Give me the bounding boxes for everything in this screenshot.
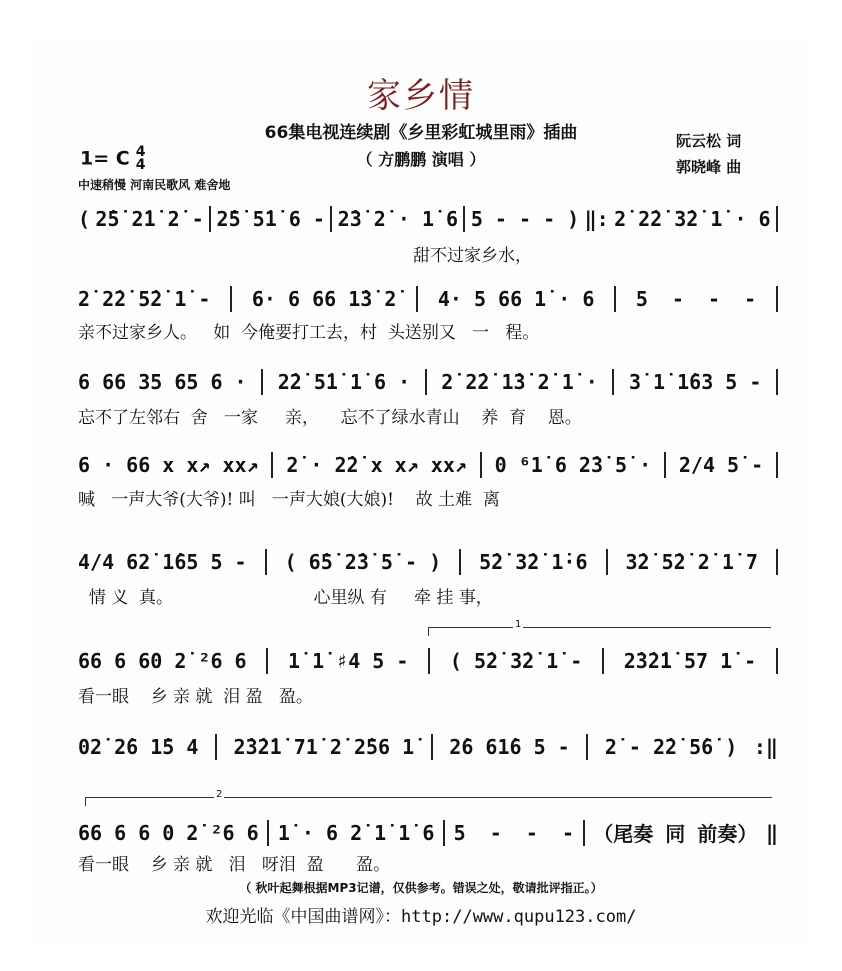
bar-line: [209, 206, 211, 232]
bar-line: [664, 452, 666, 478]
bar-line: [443, 820, 445, 846]
measure: 2̇6 61̇6 5 -: [449, 735, 570, 759]
bar-line: [602, 648, 604, 674]
bar-line: [416, 286, 418, 312]
bar-line: [271, 452, 273, 478]
staff-line: [78, 452, 778, 478]
measure: 4· 5 66 1̇ · 6: [437, 287, 595, 311]
lyric-line: 甜不过家乡水，: [78, 246, 533, 266]
key-label: 1= C: [80, 147, 130, 170]
bar-line: [330, 206, 332, 232]
measure: 5 - - -: [635, 287, 757, 311]
volta-1-label: 1: [515, 619, 522, 630]
bar-line: [776, 206, 778, 232]
staff-line: [78, 818, 778, 847]
bar-line: [463, 206, 465, 232]
measure: 5 - - -: [453, 820, 575, 845]
lyric-line: 情 义 真。 心里纵 有 牵 挂 事，: [78, 588, 493, 608]
measure: 4/4 62̇ 1̇65 5 -: [78, 550, 247, 574]
bar-line: [480, 452, 482, 478]
measure: 3̇ 1̇ 1̇63 5 -: [628, 370, 762, 394]
volta-bracket-1: [428, 619, 771, 636]
measure: 2/4 5̇ -: [678, 453, 764, 477]
measure: 2̇3̇2̇1̇ 71̇ 2̇ 2̇56 1̇: [233, 735, 415, 759]
measure: 2̇ 2̇2̇ 3̇2̇ 1̇ · 6: [614, 207, 771, 231]
measure: 6· 6 66 1̇3̇ 2̇: [251, 287, 397, 311]
measure: 1̇ 1̇ ♯4 5 -: [288, 649, 409, 673]
bar-line: [776, 549, 778, 575]
measure: 5 - - - ): [470, 207, 580, 231]
measure: 66 6 60 2̇ ²6 6: [78, 649, 247, 673]
bar-line: [267, 820, 269, 846]
measure: (: [78, 207, 91, 231]
measure: 66 6 6 0 2̇ ²6 6: [78, 820, 259, 845]
measure: 2̇ 2̇2̇ 5̇2̇ 1̇ -: [78, 287, 211, 311]
measure: :‖: [753, 735, 778, 759]
measure: 2̇ · 2̇2̇ x x↗ xx↗: [286, 453, 467, 477]
volta-2-label: 2: [216, 789, 223, 800]
bar-line: [425, 369, 427, 395]
bar-line: [261, 369, 263, 395]
bar-line: [459, 549, 461, 575]
measure: 6 66 35 65 6 ·: [78, 370, 247, 394]
measure: 2̇3̇ 2̇ · 1̇ 6: [337, 207, 459, 231]
bar-line: [776, 648, 778, 674]
song-subtitle: 66集电视连续剧《乡里彩虹城里雨》插曲: [264, 123, 578, 143]
composer: 郭晓峰 曲: [676, 158, 742, 176]
measure: 2̇3̇2̇1̇ 57 1̇ -: [623, 649, 757, 673]
bar-line: [776, 452, 778, 478]
lyric-line: 忘不了左邻右 舍 一家 亲， 忘不了绿水青山 养 育 恩。: [78, 408, 582, 428]
measure: 1̇ · 6 2̇ 1̇ 1̇ 6: [277, 820, 435, 845]
bar-line: [614, 286, 616, 312]
bar-line: [431, 734, 433, 760]
staff-line: [78, 734, 778, 760]
website-credit: 欢迎光临《中国曲谱网》：http://www.qupu123.com/: [205, 907, 637, 927]
time-top: 4: [135, 144, 146, 160]
lyric-line: 亲不过家乡人。 如 今俺要打工去，村 头送别又 一 程。: [78, 323, 540, 343]
measure: ( 6̇5̇ 2̇3̇ 5̇ - ): [284, 550, 442, 574]
bar-line: [583, 820, 585, 846]
measure: 2̇5̇ 5̇1̇ 6 -: [216, 207, 325, 231]
measure: 2̇5̇ 2̇1̇ 2̇ -: [95, 207, 204, 231]
measure: 0 ⁶1̇ 6 2̇3̇ 5̇ ·: [494, 453, 652, 477]
transcription-note: （ 秋叶起舞根据MP3记谱，仅供参考。错误之处，敬请批评指正。）: [239, 881, 603, 895]
lyric-line: 看一眼 乡 亲 就 泪 呀泪 盈 盈。: [78, 855, 391, 875]
measure: 2̇2̇ 5̇1̇ 1̇ 6 ·: [277, 370, 411, 394]
time-signature: [136, 146, 146, 172]
lyric-line: 喊 一声大爷(大爷)! 叫 一声大娘(大娘)! 故 土难 离: [78, 490, 500, 510]
staff-line: [78, 369, 778, 395]
bar-line: [606, 549, 608, 575]
measure: ‖: [765, 820, 778, 845]
measure: 2̇ 2̇2̇ 1̇3̇ 2̇ 1̇ ·: [441, 370, 598, 394]
staff-line: [78, 286, 778, 312]
staff-line: [78, 206, 778, 232]
bar-line: [586, 734, 588, 760]
measure: 5̇2̇ 3̇2̇ 1̇·6: [479, 550, 588, 574]
measure: 2̇ - 2̇2̇ 5̇6̇ ): [604, 735, 738, 759]
bar-line: [265, 549, 267, 575]
bar-line: [266, 648, 268, 674]
song-title: 家乡情: [367, 76, 475, 116]
staff-line: [78, 648, 778, 674]
measure: （尾奏 同 前奏）: [593, 822, 758, 846]
lyricist: 阮云松 词: [676, 132, 742, 150]
measure: ‖:: [584, 207, 609, 231]
measure: 6 · 66 x x↗ xx↗: [78, 453, 259, 477]
lyric-line: 看一眼 乡 亲 就 泪 盈 盈。: [78, 687, 313, 707]
bar-line: [215, 734, 217, 760]
bar-line: [612, 369, 614, 395]
measure: 3̇2̇ 5̇2̇ 2̇ 1̇ 7: [625, 550, 758, 574]
staff-line: [78, 549, 778, 575]
tempo-marking: 中速稍慢 河南民歌风 难舍地: [78, 178, 231, 192]
measure: ( 5̇2̇ 3̇2̇ 1̇ -: [449, 649, 583, 673]
measure: 02̇ 2̇6 1̇5 4: [78, 735, 199, 759]
bar-line: [428, 648, 430, 674]
bar-line: [776, 369, 778, 395]
key-signature: [80, 146, 145, 172]
bar-line: [230, 286, 232, 312]
bar-line: [776, 286, 778, 312]
volta-bracket-2: [85, 789, 772, 806]
time-bottom: 4: [135, 157, 146, 173]
singer: （ 方鹏鹏 演唱 ）: [356, 150, 486, 169]
